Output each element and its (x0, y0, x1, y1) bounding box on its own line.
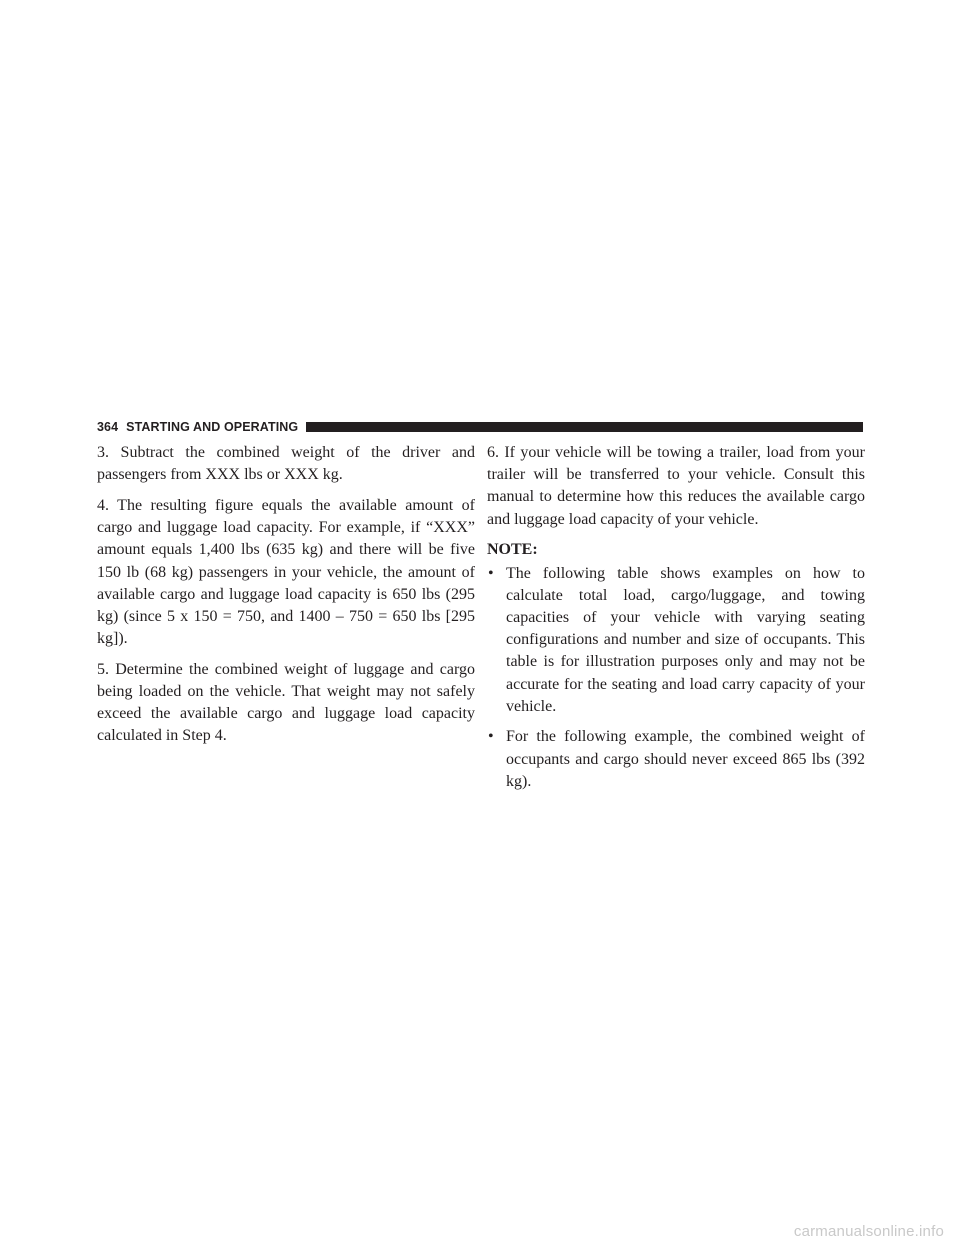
step-3-paragraph: 3. Subtract the combined weight of the driver and passengers from XXX lbs or XXX kg. (97, 444, 475, 484)
note-bullet-item (487, 563, 865, 718)
section-title: STARTING AND OPERATING (126, 420, 299, 434)
note-bullet-text: For the following example, the combined weight of occupants and cargo should never exceed 865 lbs (392 kg). (506, 728, 865, 790)
header-rule (306, 422, 863, 432)
note-bullet-item (487, 726, 865, 793)
step-5-paragraph: 5. Determine the combined weight of luggage and cargo being loaded on the vehicle. That weight may not safely exceed the available cargo and luggage load capacity calculated in Step 4. (97, 660, 475, 745)
note-bullet-text: The following table shows examples on how to calculate total load, cargo/luggage, and towing capacities of your vehicle with varying seating configurations and number and size of occupants. This table is for illustration purposes only and may not be accurate for the seating and load carry capacity of your vehicle. (506, 564, 865, 715)
step-4-paragraph: 4. The resulting figure equals the available amount of cargo and luggage load capacity. For example, if “XXX” amount equals 1,400 lbs (635 kg) and there will be five 150 lb (68 kg) passengers in your vehicle, the amount of available cargo and luggage load capacity is 650 lbs (295 kg) (since 5 x 150 = 750, and 1400 – 750 = 650 lbs [295 kg]). (97, 496, 475, 648)
note-heading: NOTE: (487, 541, 538, 559)
page-header (97, 420, 863, 434)
page-number: 364 (97, 420, 119, 434)
step-6-paragraph: 6. If your vehicle will be towing a trailer, load from your trailer will be transferred to your vehicle. Consult this manual to determine how this reduces the available cargo and luggage load capacity of your vehicle. (487, 444, 865, 528)
bullet-icon: • (488, 564, 494, 582)
right-column (487, 442, 865, 802)
left-column (97, 442, 475, 756)
watermark: carmanualsonline.info (793, 1223, 944, 1240)
bullet-icon: • (488, 728, 494, 746)
